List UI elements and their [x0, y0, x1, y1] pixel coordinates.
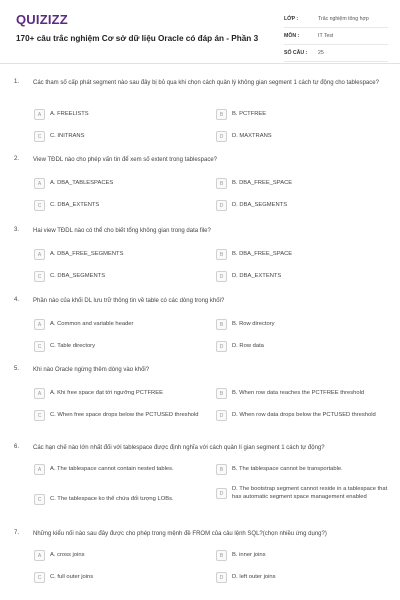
- option-key: A: [34, 109, 45, 120]
- meta-row-class: [284, 11, 388, 28]
- meta-value: IT Test: [318, 33, 334, 39]
- option-text: C. full outer joins: [50, 573, 94, 580]
- option-b[interactable]: [216, 109, 388, 120]
- option-text: C. DBA_SEGMENTS: [50, 272, 106, 279]
- option-c[interactable]: [34, 494, 206, 505]
- option-d[interactable]: [216, 410, 388, 421]
- quizizz-logo: QUIZIZZ: [16, 12, 68, 27]
- option-c[interactable]: [34, 271, 206, 282]
- option-key: B: [216, 109, 227, 120]
- option-b[interactable]: [216, 319, 388, 330]
- question-number: 1.: [14, 79, 20, 85]
- option-text: D. left outer joins: [232, 573, 276, 580]
- option-text: B. inner joins: [232, 551, 266, 558]
- option-text: D. When row data drops below the PCTUSED threshold: [232, 411, 376, 418]
- option-key: B: [216, 464, 227, 475]
- option-text: D. Row data: [232, 342, 264, 349]
- meta-row-subject: [284, 28, 388, 45]
- option-key: C: [34, 341, 45, 352]
- option-key: C: [34, 131, 45, 142]
- option-a[interactable]: [34, 249, 206, 260]
- option-key: A: [34, 550, 45, 561]
- page-title: 170+ câu trắc nghiệm Cơ sở dữ liệu Oracle có đáp án - Phần 3: [16, 34, 259, 43]
- option-b[interactable]: [216, 178, 388, 189]
- meta-label: LỚP :: [284, 16, 299, 22]
- option-text: D. MAXTRANS: [232, 132, 272, 139]
- option-key: B: [216, 388, 227, 399]
- option-key: D: [216, 488, 227, 499]
- option-text: B. DBA_FREE_SPACE: [232, 179, 293, 186]
- question-text: Các tham số cấp phát segment nào sau đây bị bỏ qua khi chọn cách quản lý không gian segment 1 cách tự động cho tablespace?: [33, 80, 379, 86]
- option-a[interactable]: [34, 319, 206, 330]
- option-c[interactable]: [34, 572, 206, 583]
- option-a[interactable]: [34, 388, 206, 399]
- option-c[interactable]: [34, 131, 206, 142]
- option-key: A: [34, 388, 45, 399]
- option-key: B: [216, 178, 227, 189]
- question-text: Phần nào của khối DL lưu trữ thông tin về table có các dòng trong khối?: [33, 298, 225, 304]
- meta-value: Trắc nghiệm tổng hợp: [318, 16, 369, 22]
- meta-value: 25: [318, 50, 324, 56]
- option-text: B. DBA_FREE_SPACE: [232, 250, 293, 257]
- meta-label: SỐ CÂU :: [284, 50, 308, 56]
- option-d[interactable]: [216, 341, 388, 352]
- option-key: C: [34, 410, 45, 421]
- option-c[interactable]: [34, 200, 206, 211]
- option-text: B. The tablespace cannot be transportable.: [232, 465, 343, 472]
- option-text: C. When free space drops below the PCTUSED threshold: [50, 411, 199, 418]
- option-key: C: [34, 200, 45, 211]
- option-key: B: [216, 550, 227, 561]
- option-key: C: [34, 271, 45, 282]
- option-a[interactable]: [34, 464, 206, 475]
- question-number: 2.: [14, 156, 20, 162]
- question-text: View TĐDL nào cho phép vấn tin để xem số extent trong tablespace?: [33, 157, 218, 163]
- option-text: A. Khi free space đạt tới ngưỡng PCTFREE: [50, 389, 163, 396]
- option-a[interactable]: [34, 109, 206, 120]
- option-key: D: [216, 271, 227, 282]
- meta-label: MÔN :: [284, 33, 300, 39]
- option-key: D: [216, 410, 227, 421]
- option-key: A: [34, 249, 45, 260]
- option-text: A. Common and variable header: [50, 320, 134, 327]
- option-key: C: [34, 494, 45, 505]
- option-text: B. Row directory: [232, 320, 275, 327]
- option-text: D. The bootstrap segment cannot reside in a tablespace that has automatic segment space management enabled: [232, 486, 388, 500]
- option-d[interactable]: [216, 486, 388, 501]
- option-text: A. DBA_TABLESPACES: [50, 179, 114, 186]
- question-number: 7.: [14, 530, 20, 536]
- option-key: D: [216, 131, 227, 142]
- option-text: D. DBA_SEGMENTS: [232, 201, 288, 208]
- option-key: A: [34, 319, 45, 330]
- option-key: D: [216, 572, 227, 583]
- option-text: C. INITRANS: [50, 132, 85, 139]
- option-d[interactable]: [216, 131, 388, 142]
- option-b[interactable]: [216, 388, 388, 399]
- question-number: 4.: [14, 297, 20, 303]
- question-number: 6.: [14, 444, 20, 450]
- option-text: A. The tablespace cannot contain nested tables.: [50, 465, 174, 472]
- option-key: C: [34, 572, 45, 583]
- question-text: Các hạn chế nào lớn nhất đối với tablespace được định nghĩa với cách quản lí gian segment 1 cách tự động?: [33, 445, 325, 451]
- question-text: Khi nào Oracle ngừng thêm dòng vào khối?: [33, 367, 150, 373]
- meta-row-count: [284, 45, 388, 62]
- worksheet-header: [0, 0, 400, 64]
- option-text: A. cross joins: [50, 551, 85, 558]
- option-key: B: [216, 249, 227, 260]
- option-text: A. FREELISTS: [50, 110, 89, 117]
- question-number: 3.: [14, 227, 20, 233]
- question-text: Những kiểu nối nào sau đây được cho phép trong mệnh đề FROM của câu lệnh SQL?(chọn nhiều ứng dụng?): [33, 531, 327, 537]
- option-key: A: [34, 464, 45, 475]
- option-text: C. Table directory: [50, 342, 95, 349]
- option-b[interactable]: [216, 464, 388, 475]
- option-key: B: [216, 319, 227, 330]
- option-text: C. DBA_EXTENTS: [50, 201, 100, 208]
- option-a[interactable]: [34, 178, 206, 189]
- option-text: B. PCTFREE: [232, 110, 267, 117]
- option-a[interactable]: [34, 550, 206, 561]
- option-d[interactable]: [216, 572, 388, 583]
- option-text: A. DBA_FREE_SEGMENTS: [50, 250, 124, 257]
- meta-panel: [284, 11, 388, 62]
- question-text: Hai view TĐDL nào có thể cho biết tổng không gian trong data file?: [33, 228, 211, 234]
- option-c[interactable]: [34, 410, 206, 421]
- option-b[interactable]: [216, 249, 388, 260]
- option-text: C. The tablespace ko thể chứa đối tượng LOBs.: [50, 495, 174, 502]
- option-key: D: [216, 341, 227, 352]
- option-text: B. When row data reaches the PCTFREE threshold: [232, 389, 365, 396]
- option-d[interactable]: [216, 200, 388, 211]
- option-key: D: [216, 200, 227, 211]
- option-c[interactable]: [34, 341, 206, 352]
- question-number: 5.: [14, 366, 20, 372]
- option-text: D. DBA_EXTENTS: [232, 272, 282, 279]
- option-key: A: [34, 178, 45, 189]
- option-d[interactable]: [216, 271, 388, 282]
- option-b[interactable]: [216, 550, 388, 561]
